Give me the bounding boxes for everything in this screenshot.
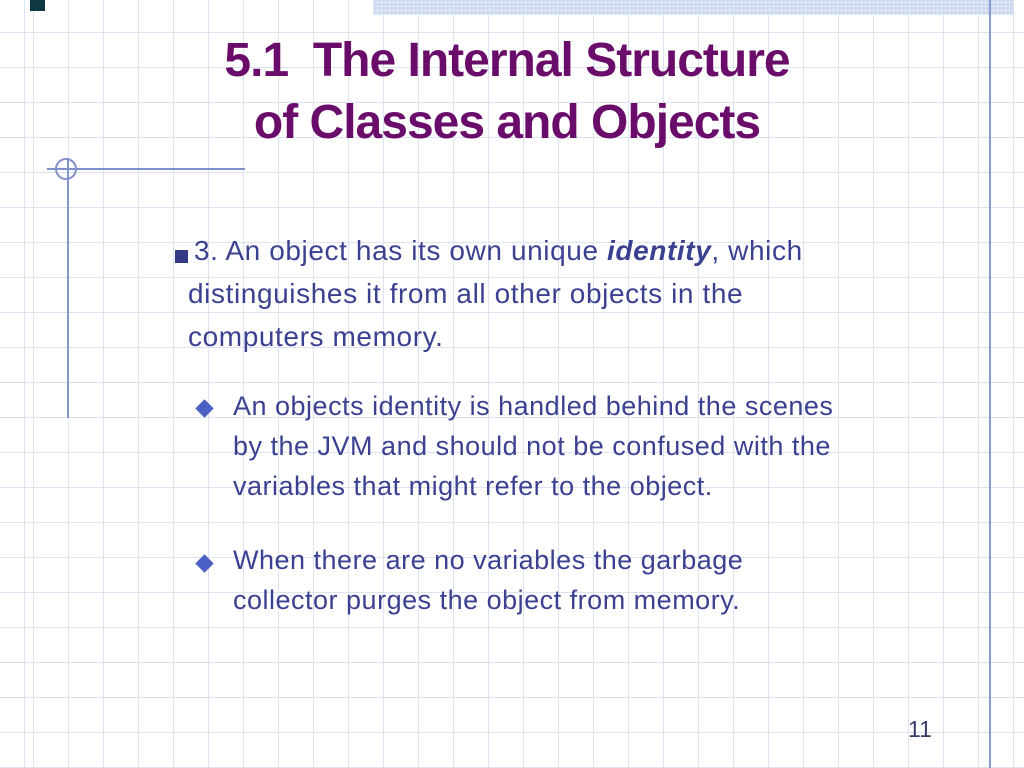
drafting-circle-icon bbox=[55, 158, 77, 180]
slide-title-line1: 5.1 The Internal Structure bbox=[224, 34, 790, 87]
drafting-vertical-line bbox=[67, 158, 69, 418]
diamond-bullet-icon bbox=[195, 554, 213, 572]
sub-bullet2-line1: When there are no variables the garbage bbox=[233, 545, 744, 575]
square-bullet-icon bbox=[175, 250, 188, 263]
slide-title-line2: of Classes and Objects bbox=[253, 96, 761, 149]
main-bullet-line1-prefix: 3. An object has its own unique bbox=[194, 235, 608, 266]
main-bullet-line1 bbox=[188, 229, 1000, 272]
corner-accent-square bbox=[30, 0, 45, 11]
diamond-bullet-icon bbox=[195, 399, 213, 417]
main-bullet-line1-emphasis: identity bbox=[607, 235, 712, 266]
main-bullet-line1-suffix: , which bbox=[711, 235, 803, 266]
page-number: 11 bbox=[908, 716, 932, 742]
sub-bullet-paragraph bbox=[233, 386, 993, 506]
sub-bullet1-line2: by the JVM and should not be confused with the bbox=[233, 431, 831, 461]
main-bullet-line2: distinguishes it from all other objects in the bbox=[188, 278, 744, 309]
sub-bullet-paragraph bbox=[233, 540, 993, 620]
sub-bullet2-line2: collector purges the object from memory. bbox=[233, 585, 741, 615]
sub-bullet1-line1: An objects identity is handled behind the scenes bbox=[233, 391, 834, 421]
top-banner-strip bbox=[373, 0, 1013, 15]
sub-bullet1-line3: variables that might refer to the object. bbox=[233, 471, 713, 501]
main-bullet-line3: computers memory. bbox=[188, 321, 444, 352]
slide-title bbox=[0, 30, 1014, 154]
main-bullet-paragraph bbox=[188, 229, 1000, 358]
